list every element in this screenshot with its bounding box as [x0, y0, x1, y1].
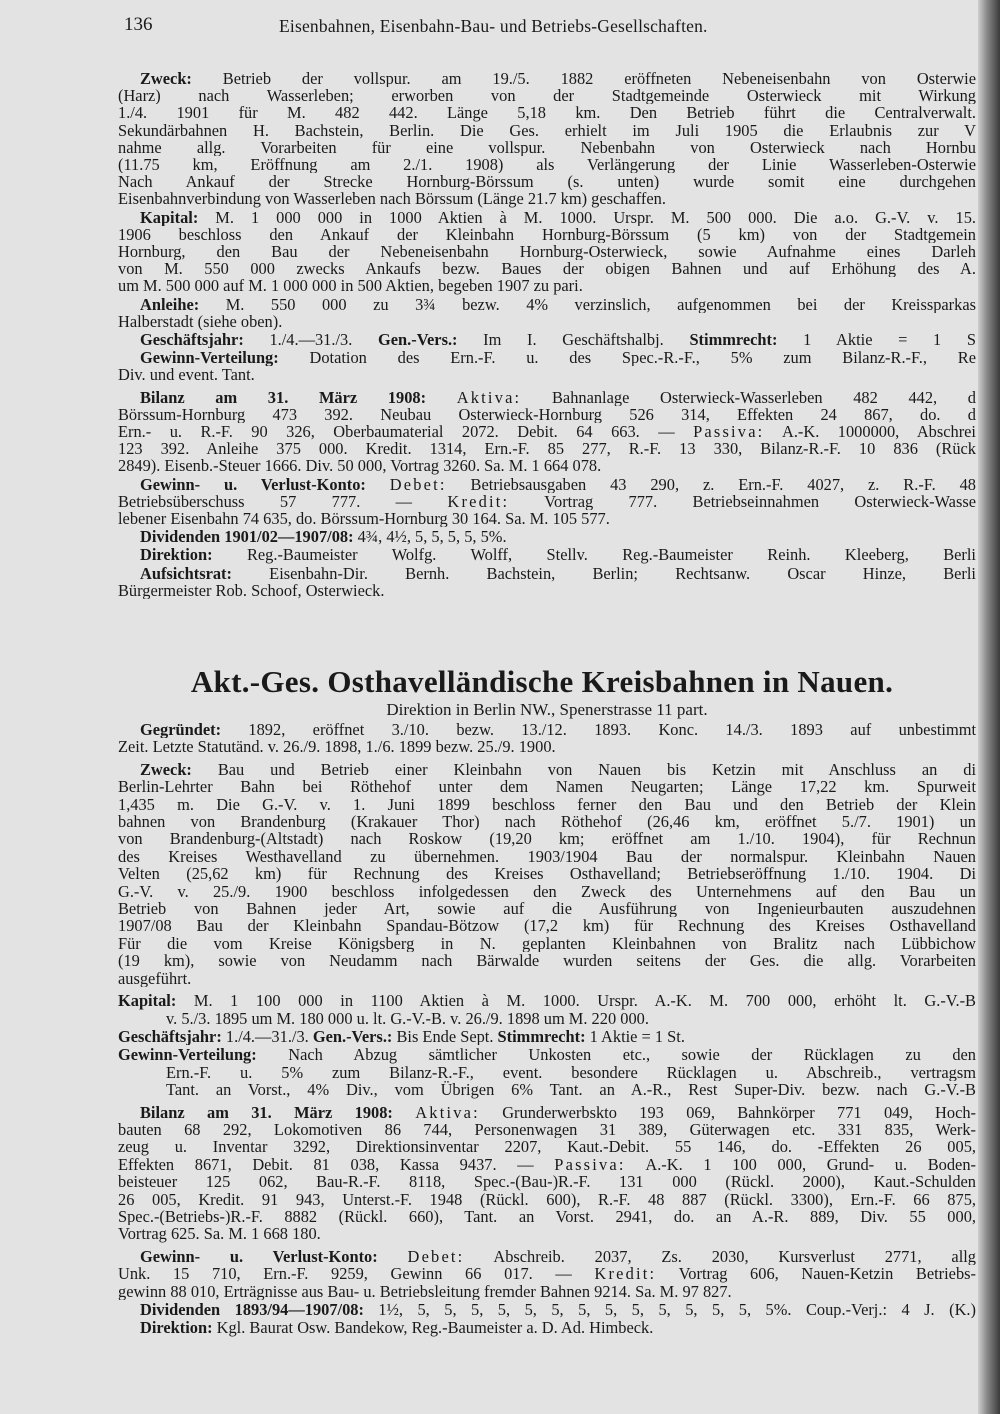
text: Ern.-F. u. 5% zum Bilanz-R.-F., event. besondere Rücklagen u. Abschreib., vertragsm — [166, 1063, 976, 1082]
text: Sekundärbahnen H. Bachstein, Berlin. Die Ges. erhielt im Juli 1905 die Erlaubnis zur V — [118, 121, 976, 139]
text-line — [118, 476, 976, 493]
spaced-label: Debet: — [407, 1247, 465, 1266]
text: 1 Aktie = 1 S — [777, 331, 976, 349]
text-line — [118, 830, 976, 847]
text: Tant. an Vorst., 4% Div., vom Übrigen 6% Tant. an A.-R., Rest Super-Div. bezw. nach G.-V.-B — [166, 1081, 976, 1099]
text-line — [118, 1064, 976, 1081]
field-label: Zweck: — [140, 70, 192, 88]
text-line — [118, 1283, 976, 1300]
text-line — [118, 87, 976, 104]
paragraph — [118, 721, 976, 756]
field-label: Bilanz am 31. März 1908: — [140, 1103, 393, 1121]
spaced-label: Kredit: — [594, 1265, 657, 1283]
text-line — [118, 457, 976, 474]
text — [426, 389, 457, 406]
text-line — [118, 992, 976, 1009]
text-line — [118, 190, 976, 207]
paragraph — [118, 476, 976, 528]
field-label: Direktion: — [140, 546, 213, 564]
text: nahme allg. Vorarbeiten für eine vollspur. Nebenbahn von Osterwieck nach Hornbu — [118, 138, 976, 157]
text: Betrieb von Bahnen jeder Art, sowie auf die Ausführung von Ingenieurbauten auszudehnen — [118, 900, 976, 918]
text: Bürgermeister Rob. Schoof, Osterwieck. — [118, 581, 385, 600]
text: Eisenbahnverbindung von Wasserleben nach Börssum (Länge 21.7 km) geschaffen. — [118, 190, 666, 208]
text: (19 km), sowie von Neudamm nach Bärwalde wurden seitens der Ges. die allg. Vorarbeiten — [118, 952, 976, 970]
text: von Brandenburg-(Altstadt) nach Roskow (19,20 km; eröffnet am 1./10. 1904), für Rechnun — [118, 830, 976, 848]
text: Bahnanlage Osterwieck-Wasserleben 482 442, d — [521, 388, 976, 406]
text-line — [118, 970, 976, 987]
text-line — [118, 900, 976, 917]
field-label: Gewinn-Verteilung: — [118, 1046, 257, 1064]
text-line — [118, 778, 976, 795]
field-label: Gewinn-Verteilung: — [140, 349, 279, 367]
running-title: Eisenbahnen, Eisenbahn-Bau- und Betriebs-Gesellschaften. — [279, 16, 708, 36]
page-header — [124, 14, 954, 38]
text: bauten 68 292, Lokomotiven 86 744, Personenwagen 31 389, Güterwagen etc. 331 835, Werk- — [118, 1120, 976, 1139]
paragraph — [118, 1301, 976, 1318]
text: Div. und event. Tant. — [118, 366, 255, 384]
entry-title: Akt.-Ges. Osthavelländische Kreisbahnen in Nauen. — [190, 664, 894, 699]
text: Zeit. Letzte Statutänd. v. 26./9. 1898, 1./6. 1899 bezw. 25./9. 1900. — [118, 738, 556, 756]
text: Nach Abzug sämtlicher Unkosten etc., sowie der Rücklagen zu den — [256, 1046, 976, 1064]
text-line — [118, 226, 976, 243]
text-line — [118, 70, 976, 87]
text-line — [118, 313, 976, 330]
text-line — [118, 1191, 976, 1208]
text: ausgeführt. — [118, 969, 192, 988]
text: beisteuer 125 062, Bau-R.-F. 8118, Spec.-(Bau-)R.-F. 131 000 (Rückl. 2000), Kaut.-Schulden — [118, 1173, 976, 1191]
text: (Harz) nach Wasserleben; erworben von der Stadtgemeinde Osterwieck mit Wirkung — [118, 87, 976, 105]
paragraph — [118, 296, 976, 330]
text: Vortrag 777. Betriebseinnahmen Osterwieck-Wasse — [509, 492, 976, 511]
text: Grunderwerbskto 193 069, Bahnkörper 771 049, Hoch- — [479, 1103, 976, 1121]
text: Effekten 8671, Debit. 81 038, Kassa 9437. — — [118, 1155, 555, 1174]
text: M. 1 100 000 in 1100 Aktien à M. 1000. Urspr. A.-K. M. 700 000, erhöht lt. G.-V.-B — [176, 992, 976, 1010]
text-line — [118, 122, 976, 139]
text-line — [118, 423, 976, 440]
text: 1½, 5, 5, 5, 5, 5, 5, 5, 5, 5, 5, 5, 5, 5, 5%. Coup.-Verj.: 4 J. (K.) — [363, 1301, 976, 1319]
text: von M. 550 000 zwecks Ankaufs bezw. Baues der obigen Bahnen und auf Erhöhung des A. — [118, 260, 976, 278]
text-line — [118, 761, 976, 778]
paragraph — [118, 528, 976, 545]
text-line — [118, 883, 976, 900]
paragraph — [118, 1046, 976, 1098]
text: Ern.- u. R.-F. 90 326, Oberbaumaterial 2072. Debit. 64 663. — — [118, 423, 694, 441]
field-label: Dividenden 1893/94—1907/08: — [140, 1301, 364, 1319]
text: lebener Eisenbahn 74 635, do. Börssum-Hornburg 30 164. Sa. M. 105 577. — [118, 510, 610, 528]
text-line — [118, 1208, 976, 1225]
text — [393, 1104, 415, 1121]
text-line — [118, 917, 976, 934]
entry-address: Direktion in Berlin NW., Spenerstrasse 11 part. — [386, 700, 708, 719]
text: v. 5./3. 1895 um M. 180 000 u. lt. G.-V.-B. v. 26./9. 1898 um M. 220 000. — [166, 1009, 649, 1027]
text-line — [118, 1121, 976, 1138]
paragraph — [118, 70, 976, 208]
field-label: Anleihe: — [140, 295, 200, 313]
spaced-label: Aktiva: — [415, 1103, 480, 1121]
text: Berlin-Lehrter Bahn bei Röthehof unter dem Namen Neugarten; Länge 17,22 km. Spurweit — [118, 778, 976, 796]
text: G.-V. v. 25./9. 1900 beschloss infolgedessen den Zweck des Unternehmens auf den Bau un — [118, 882, 976, 901]
text: M. 550 000 zu 3¾ bezw. 4% verzinslich, aufgenommen bei der Kreissparkas — [199, 295, 976, 313]
text: Halberstadt (siehe oben). — [118, 312, 283, 331]
text: A.-K. 1000000, Abschrei — [764, 423, 976, 441]
field-label: Gewinn- u. Verlust-Konto: — [140, 475, 366, 493]
text-line — [118, 1173, 976, 1190]
text: 26 005, Kredit. 91 943, Unterst.-F. 1948 (Rückl. 600), R.-F. 48 887 (Rückl. 3300), Ern.-F. 66 875, — [118, 1190, 976, 1208]
paragraph — [118, 209, 976, 295]
paragraph — [118, 1028, 976, 1045]
text-line — [118, 209, 976, 226]
text: Hornburg, den Bau der Nebeneisenbahn Hornburg-Osterwieck, sowie Aufnahme eines Darleh — [118, 243, 976, 261]
spaced-label: Passiva: — [693, 423, 765, 441]
text: Eisenbahn-Dir. Bernh. Bachstein, Berlin; Rechtsanw. Oscar Hinze, Berli — [231, 564, 976, 582]
field-label: Kapital: — [118, 992, 177, 1010]
text-line — [118, 565, 976, 582]
text: zeug u. Inventar 3292, Direktionsinventar 2207, Kaut.-Debit. 55 146, do. -Effekten 26 005, — [118, 1138, 976, 1156]
entry-osthavellaendische-kreisbahnen — [118, 664, 976, 1338]
paragraph — [118, 1104, 976, 1243]
text-line — [118, 243, 976, 260]
text: um M. 500 000 auf M. 1 000 000 in 500 Aktien, begeben 1907 zu pari. — [118, 277, 583, 295]
text: M. 1 000 000 in 1000 Aktien à M. 1000. Urspr. M. 500 000. Die a.o. G.-V. v. 15. — [198, 208, 976, 226]
text — [366, 476, 390, 493]
text-line — [118, 1225, 976, 1242]
field-label: Kapital: — [140, 208, 199, 226]
field-label: Aufsichtsrat: — [140, 564, 232, 582]
text: gewinn 88 010, Erträgnisse aus Bau- u. Betriebsleitung fremder Bahnen 9214. Sa. M. 97 827. — [118, 1282, 732, 1300]
text: 1892, eröffnet 3./10. bezw. 13./12. 1893. Konc. 14./3. 1893 auf unbestimmt — [221, 721, 976, 739]
text: Betriebsausgaben 43 290, z. Ern.-F. 4027, z. R.-F. 48 — [446, 475, 976, 493]
paragraph — [118, 565, 976, 599]
paragraph — [118, 331, 976, 348]
text-line — [118, 1104, 976, 1121]
paragraph — [118, 992, 976, 1027]
text: 1./4. 1901 für M. 482 442. Länge 5,18 km. Den Betrieb führt die Centralverwalt. — [118, 104, 976, 122]
field-label: Dividenden 1901/02—1907/08: — [140, 528, 354, 546]
text: 1907/08 Bau der Kleinbahn Spandau-Bötzow (17,2 km) für Rechnung des Kreises Osthavelland — [118, 917, 976, 935]
text-line — [118, 156, 976, 173]
text-line — [118, 349, 976, 366]
paragraph — [118, 1319, 976, 1336]
text-line — [118, 260, 976, 277]
text: des Kreises Westhavelland zu übernehmen. 1903/1904 Bau der normalspur. Kleinbahn Nauen — [118, 847, 976, 866]
text-line — [118, 721, 976, 738]
text-line — [118, 296, 976, 313]
text-line — [118, 1248, 976, 1265]
field-label: Stimmrecht: — [497, 1027, 586, 1046]
field-label: Zweck: — [140, 760, 192, 779]
field-label: Geschäftsjahr: — [140, 331, 244, 349]
text-line — [118, 173, 976, 190]
text-line — [118, 848, 976, 865]
field-label: Gegründet: — [140, 721, 222, 739]
paragraph — [118, 546, 976, 563]
field-label: Gewinn- u. Verlust-Konto: — [140, 1247, 378, 1266]
text — [378, 1248, 408, 1265]
text: Spec.-(Betriebs-)R.-F. 8882 (Rückl. 660), Tant. an Vorst. 2941, do. an A.-R. 889, Div. 55 000, — [118, 1207, 976, 1226]
text: Bau und Betrieb einer Kleinbahn von Nauen bis Ketzin mit Anschluss an di — [191, 760, 976, 779]
text: 2849). Eisenb.-Steuer 1666. Div. 50 000, Vortrag 3260. Sa. M. 1 664 078. — [118, 457, 602, 475]
text: Bis Ende Sept. — [392, 1027, 498, 1046]
field-label: Direktion: — [140, 1319, 213, 1337]
field-label: Geschäftsjahr: — [118, 1027, 222, 1046]
text: Kgl. Baurat Osw. Bandekow, Reg.-Baumeister a. D. Ad. Himbeck. — [212, 1319, 654, 1337]
text-line — [118, 1265, 976, 1282]
field-label: Gen.-Vers.: — [312, 1027, 393, 1046]
text-line — [118, 139, 976, 156]
text: Börssum-Hornburg 473 392. Neubau Osterwieck-Hornburg 526 314, Effekten 24 867, do. d — [118, 405, 976, 424]
field-label: Stimmrecht: — [689, 331, 778, 349]
text-line — [118, 366, 976, 383]
text-line — [118, 1028, 976, 1045]
text: bahnen von Brandenburg (Krakauer Thor) nach Röthehof (26,46 km, eröffnet 5./7. 1901) un — [118, 813, 976, 831]
text: 1./4.—31./3. — [221, 1027, 313, 1046]
text-line — [118, 277, 976, 294]
text-line — [118, 796, 976, 813]
text: 1906 beschloss den Ankauf der Kleinbahn Hornburg-Börssum (5 km) von der Stadtgemein — [118, 225, 976, 244]
text: 4¾, 4½, 5, 5, 5, 5, 5%. — [353, 528, 507, 546]
spaced-label: Debet: — [389, 475, 447, 493]
text-line — [118, 546, 976, 563]
spaced-label: Passiva: — [554, 1155, 626, 1174]
text: Nach Ankauf der Strecke Hornburg-Börssum (s. unten) wurde somit eine durchgehen — [118, 173, 976, 191]
text: Unk. 15 710, Ern.-F. 9259, Gewinn 66 017. — — [118, 1265, 595, 1283]
text: 123 392. Anleihe 375 000. Kredit. 1314, Ern.-F. 85 277, R.-F. 13 330, Bilanz-R.-F. 10 836 (Rück — [118, 440, 976, 458]
paragraph — [118, 389, 976, 475]
text-line — [118, 493, 976, 510]
text: Betrieb der vollspur. am 19./5. 1882 eröffneten Nebeneisenbahn von Osterwie — [191, 70, 976, 88]
text: Reg.-Baumeister Wolfg. Wolff, Stellv. Reg.-Baumeister Reinh. Kleeberg, Berli — [212, 546, 976, 564]
entry-osterwieck-railway — [118, 70, 976, 600]
text-line — [118, 104, 976, 121]
text: Vortrag 625. Sa. M. 1 668 180. — [118, 1225, 321, 1243]
page-edge-shadow — [978, 0, 1000, 1414]
text: (11.75 km, Eröffnung am 2./1. 1908) als Verlängerung der Linie Wasserleben-Osterwie — [118, 156, 976, 174]
text-line — [118, 582, 976, 599]
text-line — [118, 1010, 976, 1027]
text-line — [118, 1156, 976, 1173]
text-line — [118, 510, 976, 527]
text-line — [118, 738, 976, 755]
text-line — [118, 440, 976, 457]
text: 1./4.—31./3. — [243, 331, 378, 349]
spaced-label: Kredit: — [447, 492, 510, 511]
paragraph — [118, 1248, 976, 1300]
text-line — [118, 1081, 976, 1098]
paragraph — [118, 761, 976, 987]
spaced-label: Aktiva: — [456, 388, 522, 406]
page-number: 136 — [124, 14, 153, 35]
text-line — [118, 406, 976, 423]
text: Vortrag 606, Nauen-Ketzin Betriebs- — [656, 1265, 976, 1283]
text-line — [118, 952, 976, 969]
text-line — [118, 1301, 976, 1318]
text-line — [118, 1319, 976, 1336]
text-line — [118, 1046, 976, 1063]
text: Dotation des Ern.-F. u. des Spec.-R.-F., 5% zum Bilanz-R.-F., Re — [278, 349, 976, 367]
text-line — [118, 389, 976, 406]
text-line — [118, 935, 976, 952]
text-line — [118, 528, 976, 545]
field-label: Gen.-Vers.: — [378, 331, 458, 349]
text-line — [118, 813, 976, 830]
text: Im I. Geschäftshalbj. — [457, 331, 690, 349]
text-line — [118, 865, 976, 882]
text: 1,435 m. Die G.-V. v. 1. Juni 1899 beschloss ferner den Bau und den Betrieb der Klein — [118, 795, 976, 814]
paragraph — [118, 349, 976, 383]
text: Abschreib. 2037, Zs. 2030, Kursverlust 2771, allg — [464, 1247, 976, 1266]
text: Betriebsüberschuss 57 777. — — [118, 492, 448, 511]
text-line — [118, 331, 976, 348]
text: Für die vom Kreise Königsberg in N. geplanten Kleinbahnen von Bralitz nach Lübbichow — [118, 934, 976, 953]
text: A.-K. 1 100 000, Grund- u. Boden- — [625, 1155, 976, 1174]
text: Velten (25,62 km) für Rechnung des Kreises Osthavelland; Betriebseröffnung 1./10. 1904. Di — [118, 865, 976, 883]
text-line — [118, 1138, 976, 1155]
text: 1 Aktie = 1 St. — [585, 1027, 685, 1046]
field-label: Bilanz am 31. März 1908: — [140, 388, 427, 406]
